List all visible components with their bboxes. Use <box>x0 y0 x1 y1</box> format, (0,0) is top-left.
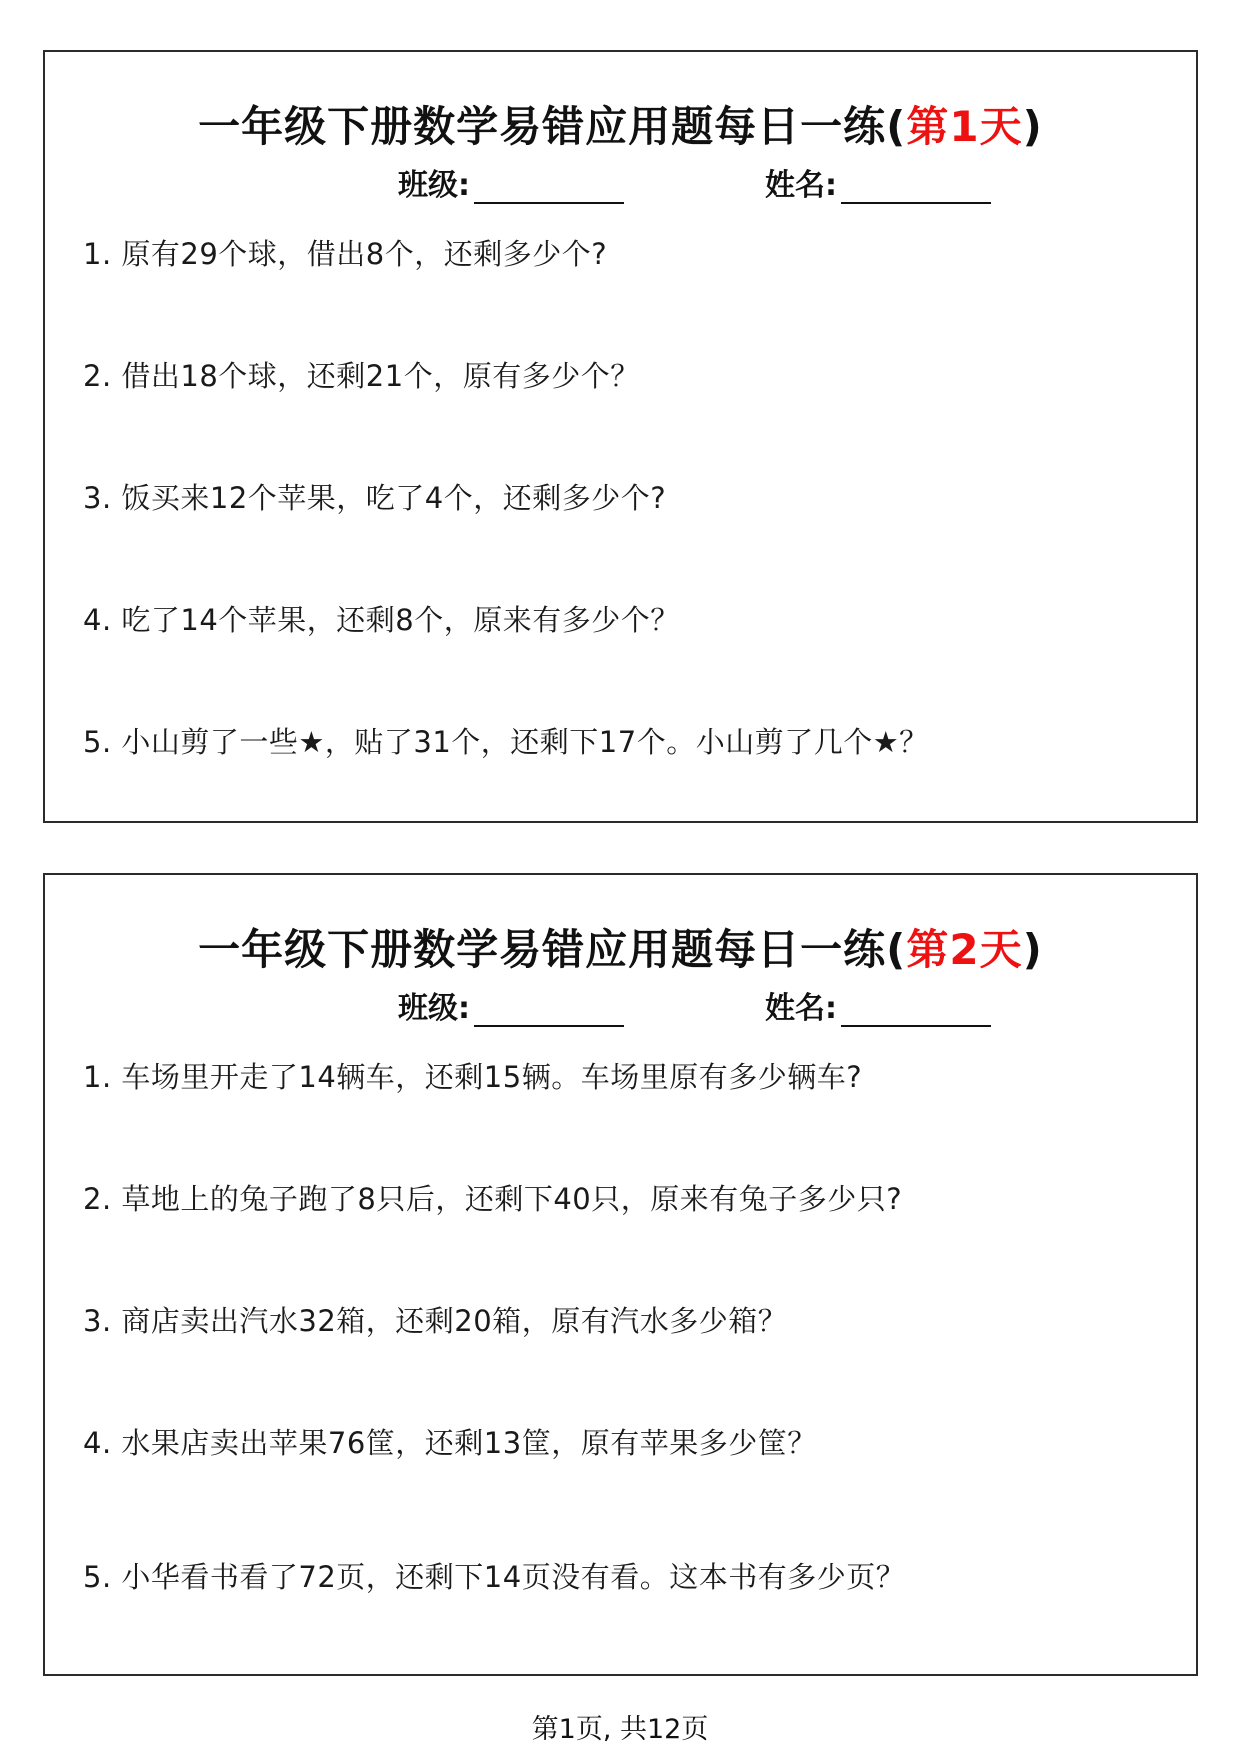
name-label: 姓名: <box>765 168 837 203</box>
question-4: 4. 吃了14个苹果，还剩8个，原来有多少个？ <box>83 603 680 637</box>
name-blank-line[interactable] <box>841 993 991 1027</box>
class-label: 班级: <box>398 991 470 1026</box>
title-day: 第2天 <box>906 925 1023 974</box>
class-label: 班级: <box>398 168 470 203</box>
title-close: ) <box>1022 102 1043 151</box>
page-number-footer: 第1页, 共12页 <box>531 1714 709 1745</box>
class-field <box>398 983 624 1027</box>
class-blank-line[interactable] <box>474 993 624 1027</box>
question-5: 5. 小华看书看了72页，还剩下14页没有看。这本书有多少页？ <box>83 1560 906 1594</box>
class-blank-line[interactable] <box>474 170 624 204</box>
name-label: 姓名: <box>765 991 837 1026</box>
title-main: 一年级下册数学易错应用题每日一练( <box>198 925 907 974</box>
question-3: 3. 饭买来12个苹果，吃了4个，还剩多少个? <box>83 481 667 515</box>
title-main: 一年级下册数学易错应用题每日一练( <box>198 102 907 151</box>
worksheet-title <box>45 94 1196 154</box>
worksheet-day-1 <box>43 50 1198 823</box>
question-1: 1. 原有29个球，借出8个，还剩多少个? <box>83 237 608 271</box>
question-1: 1. 车场里开走了14辆车，还剩15辆。车场里原有多少辆车? <box>83 1060 863 1094</box>
question-3: 3. 商店卖出汽水32箱，还剩20箱，原有汽水多少箱？ <box>83 1304 788 1338</box>
question-5: 5. 小山剪了一些★，贴了31个，还剩下17个。小山剪了几个★？ <box>83 725 929 759</box>
name-field <box>765 983 991 1027</box>
name-field <box>765 160 991 204</box>
worksheet-title <box>45 917 1196 977</box>
student-info-fields <box>45 983 1196 1026</box>
question-2: 2. 草地上的兔子跑了8只后，还剩下40只，原来有兔子多少只? <box>83 1182 903 1216</box>
question-4: 4. 水果店卖出苹果76筐，还剩13筐，原有苹果多少筐？ <box>83 1426 817 1460</box>
title-close: ) <box>1022 925 1043 974</box>
student-info-fields <box>45 160 1196 203</box>
name-blank-line[interactable] <box>841 170 991 204</box>
class-field <box>398 160 624 204</box>
worksheet-day-2 <box>43 873 1198 1676</box>
question-2: 2. 借出18个球，还剩21个，原有多少个？ <box>83 359 640 393</box>
title-day: 第1天 <box>906 102 1023 151</box>
